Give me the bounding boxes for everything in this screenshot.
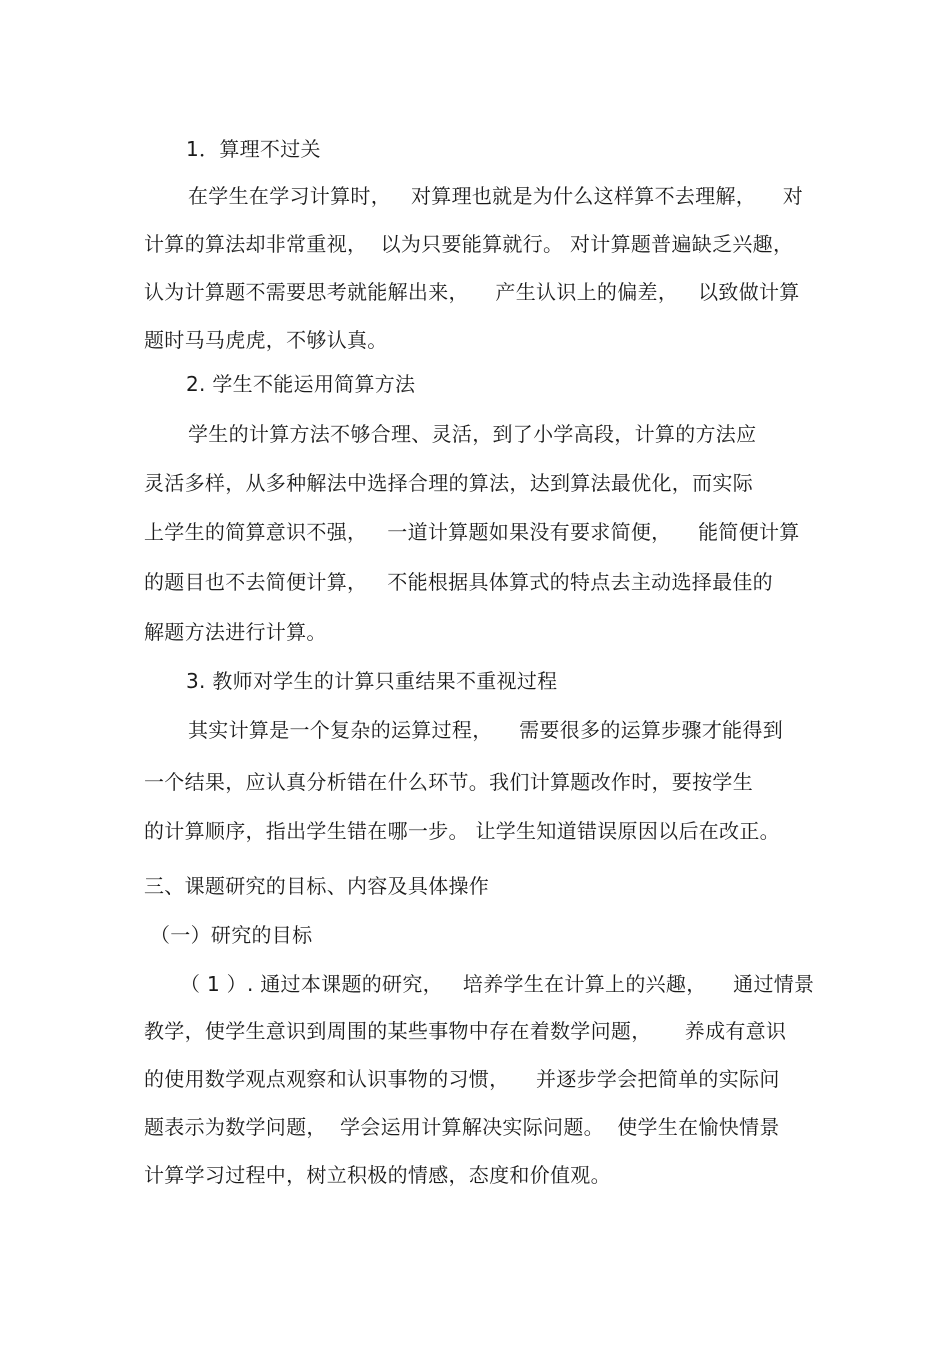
- section-2-heading: 2. 学生不能运用简算方法: [186, 372, 416, 396]
- section-1-line-1: 在学生在学习计算时， 对算理也就是为什么这样算不去理解， 对: [188, 184, 804, 208]
- section-3-heading: 3. 教师对学生的计算只重结果不重视过程: [186, 669, 558, 693]
- objectives-line-5: 计算学习过程中，树立积极的情感，态度和价值观。: [144, 1163, 611, 1187]
- section-1-line-2: 计算的算法却非常重视， 以为只要能算就行。 对计算题普遍缺乏兴趣，: [144, 232, 794, 256]
- section-2-line-5: 解题方法进行计算。: [144, 620, 327, 644]
- objectives-heading: （一）研究的目标: [150, 923, 313, 947]
- objectives-line-2: 教学，使学生意识到周围的某些事物中存在着数学问题， 养成有意识: [144, 1019, 787, 1043]
- objectives-line-3: 的使用数学观点观察和认识事物的习惯， 并逐步学会把简单的实际问: [144, 1067, 780, 1091]
- objectives-line-1: （ 1 ）. 通过本课题的研究， 培养学生在计算上的兴趣， 通过情景: [180, 972, 815, 996]
- objectives-line-4: 题表示为数学问题， 学会运用计算解决实际问题。 使学生在愉快情景: [144, 1115, 780, 1139]
- section-3-line-3: 的计算顺序，指出学生错在哪一步。 让学生知道错误原因以后在改正。: [144, 819, 780, 843]
- section-1-line-4: 题时马马虎虎，不够认真。: [144, 328, 388, 352]
- part-3-heading: 三、课题研究的目标、内容及具体操作: [144, 874, 490, 898]
- section-2-line-3: 上学生的简算意识不强， 一道计算题如果没有要求简便， 能简便计算: [144, 520, 800, 544]
- section-2-line-1: 学生的计算方法不够合理、灵活，到了小学高段，计算的方法应: [188, 422, 757, 446]
- section-2-line-2: 灵活多样，从多种解法中选择合理的算法，达到算法最优化，而实际: [144, 471, 753, 495]
- section-3-line-2: 一个结果，应认真分析错在什么环节。我们计算题改作时，要按学生: [144, 770, 753, 794]
- section-1-line-3: 认为计算题不需要思考就能解出来， 产生认识上的偏差， 以致做计算: [144, 280, 800, 304]
- section-2-line-4: 的题目也不去简便计算， 不能根据具体算式的特点去主动选择最佳的: [144, 570, 773, 594]
- section-3-line-1: 其实计算是一个复杂的运算过程， 需要很多的运算步骤才能得到: [188, 718, 784, 742]
- section-1-heading: 1．算理不过关: [186, 137, 321, 161]
